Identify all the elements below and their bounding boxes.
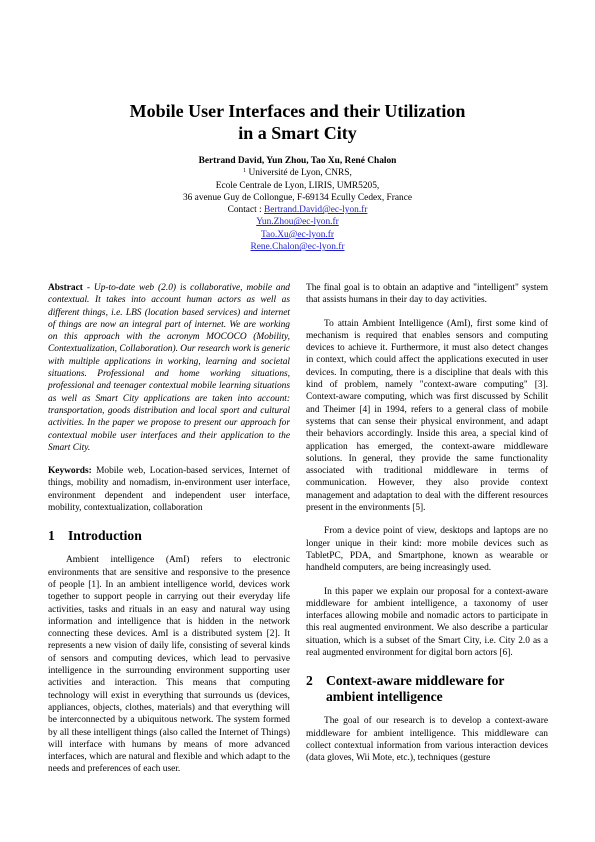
- author-names: [0, 155, 595, 167]
- abstract-label: Abstract: [48, 283, 83, 293]
- paper-title: [0, 100, 595, 144]
- title-line-1: Mobile User Interfaces and their Utilization: [129, 101, 466, 121]
- keywords-text: Mobile web, Location-based services, Internet of things, mobility and nomadism, in-environment user interface, environment dependent and independent user interface, mobility, contextualization, collaboration: [48, 466, 290, 514]
- keywords: [48, 465, 290, 514]
- abstract-text: - Up-to-date web (2.0) is collaborative, mobile and contextual. It takes into account human actors as well as different things, i.e. LBS (location based services) and internet of things are now an integral part of internet. We are working on this approach with the acronym MOCOCO (Mobility, Contextualization, Collaboration). Our research work is generic with multiple applications in working, learning and societal situations. Professional and home working situations, professional and teenager contextual mobile learning situations as well as Smart City applications are taken into account: transportation, goods distribution and local sport and cultural activities. In the paper we propose to present our approach for contextual mobile user interfaces and their application to the Smart City.: [48, 283, 290, 453]
- section-heading-introduction: [48, 528, 290, 544]
- paragraph: To attain Ambient Intelligence (AmI), first some kind of mechanism is required that enables sensors and computing devices to achieve it. Furthermore, it must also detect changes in context, which could affect the applications executed in user devices. In computing, there is a discipline that deals with this kind of problem, namely "context-aware computing" [3]. Context-aware computing, which was first discussed by Schilit and Theimer [4] in 1994, refers to a general class of mobile systems that can sense their physical environment, and adapt their behaviors accordingly. Inside this area, a special kind of application has emerged, the context-aware middleware solutions. In general, they provide the same functionality associated with traditional middleware in terms of communication. However, they also provide context management and adaptation to deal with the different resources present in the environments [5].: [306, 318, 548, 514]
- paragraph: In this paper we explain our proposal for a context-aware middleware for ambient intelligence, a taxonomy of user interfaces allowing mobile and nomadic actors to participate in this real augmented environment. We also describe a particular situation, which is a subset of the Smart City, i.e. City 2.0 as a real augmented environment for digital born actors [6].: [306, 586, 548, 659]
- paragraph: The final goal is to obtain an adaptive and "intelligent" system that assists humans in their day to day activities.: [306, 283, 548, 306]
- affiliation-1: [0, 167, 595, 179]
- left-column: [48, 282, 290, 776]
- abstract: [48, 282, 290, 454]
- affiliation-university: Université de Lyon, CNRS,: [248, 168, 352, 179]
- contact-label: Contact :: [227, 205, 265, 216]
- contact-line: [0, 204, 595, 216]
- email-link[interactable]: Yun.Zhou@ec-lyon.fr: [256, 217, 339, 228]
- section-number: 1: [48, 528, 55, 544]
- section-heading-middleware: [306, 673, 548, 705]
- section-title: Introduction: [68, 528, 142, 544]
- paragraph: Ambient intelligence (AmI) refers to electronic environments that are sensitive and responsive to the presence of people [1]. In an ambient intelligence world, devices work together to support people in carrying out their everyday life activities, tasks and rituals in an easy and natural way using information and intelligence that is hidden in the network connecting these devices. AmI is a distributed system [2]. It represents a new vision of daily life, consisting of several kinds of sensors and computing devices, which lead to pervasive intelligence in the surrounding environment supporting user activities and interaction. This means that computing technology will exist in everything that surrounds us (devices, appliances, objects, clothes, materials) and that everything will be interconnected by a ubiquitous network. The system formed by all these intelligent things (also called the Internet of Things) will interface with humans by means of more advanced interfaces, which are natural and flexible and which adapt to the needs and preferences of each user.: [48, 555, 290, 775]
- paragraph: The goal of our research is to develop a context-aware middleware for ambient intelligence. This middleware can collect contextual information from various interaction devices (data gloves, Wii Mote, etc.), techniques (gesture: [306, 716, 548, 764]
- address: 36 avenue Guy de Collongue, F-69134 Ecully Cedex, France: [182, 192, 413, 203]
- keywords-label: Keywords:: [48, 466, 92, 477]
- author-list: Bertrand David, Yun Zhou, Tao Xu, René Chalon: [198, 156, 397, 166]
- title-line-2: in a Smart City: [238, 123, 357, 143]
- affiliation-mark: 1: [243, 168, 247, 175]
- paragraph: From a device point of view, desktops and laptops are no longer unique in their kind: more mobile devices such as TabletPC, PDA, and Smartphone, known as wearable or handheld computers, are being increasingly used.: [306, 526, 548, 574]
- section-title: Context-aware middleware for ambient intelligence: [326, 673, 505, 705]
- email-link[interactable]: Rene.Chalon@ec-lyon.fr: [250, 242, 345, 253]
- email-link[interactable]: Bertrand.David@ec-lyon.fr: [264, 205, 368, 216]
- author-block: [0, 155, 595, 253]
- email-link[interactable]: Tao.Xu@ec-lyon.fr: [260, 229, 335, 240]
- right-column: [306, 282, 548, 765]
- affiliation-2: Ecole Centrale de Lyon, LIRIS, UMR5205,: [215, 180, 380, 191]
- section-number: 2: [306, 673, 313, 689]
